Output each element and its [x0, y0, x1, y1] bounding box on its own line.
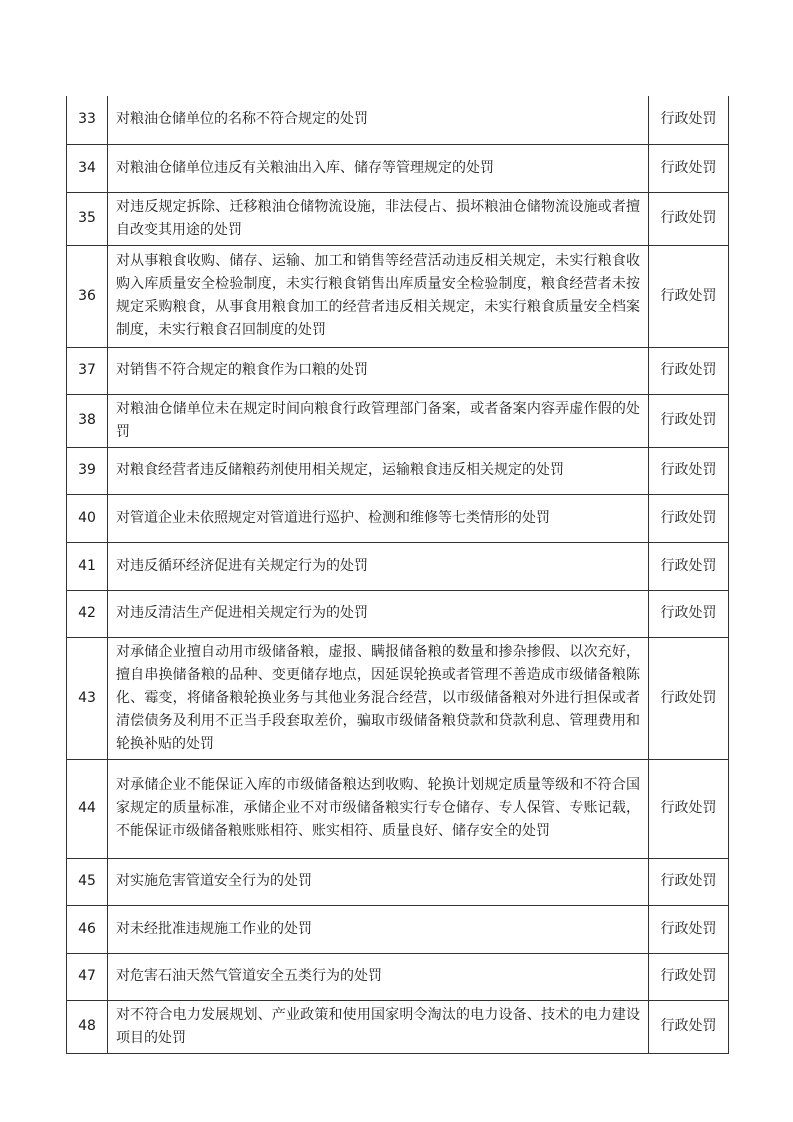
row-number: 41: [67, 542, 108, 590]
row-number: 40: [67, 494, 108, 542]
row-description: 对销售不符合规定的粮食作为口粮的处罚: [108, 347, 649, 394]
table-row: [67, 494, 729, 542]
table-row: [67, 590, 729, 637]
row-description: 对承储企业不能保证入库的市级储备粮达到收购、轮换计划规定质量等级和不符合国家规定的质量标准，承储企业不对市级储备粮实行专仓储存、专人保管、专账记载，不能保证市级储备粮账账相符、账实相符、质量良好、储存安全的处罚: [108, 759, 649, 858]
table-row: [67, 905, 729, 953]
table-row: [67, 245, 729, 347]
row-description: 对粮油仓储单位违反有关粮油出入库、储存等管理规定的处罚: [108, 144, 649, 192]
row-category: 行政处罚: [649, 394, 729, 447]
row-number: 44: [67, 759, 108, 858]
row-category: 行政处罚: [649, 759, 729, 858]
row-number: 42: [67, 590, 108, 637]
row-description: 对违反循环经济促进有关规定行为的处罚: [108, 542, 649, 590]
row-category: 行政处罚: [649, 192, 729, 245]
row-description: 对从事粮食收购、储存、运输、加工和销售等经营活动违反相关规定，未实行粮食收购入库质量安全检验制度，未实行粮食销售出库质量安全检验制度，粮食经营者未按规定采购粮食，从事食用粮食加工的经营者违反相关规定，未实行粮食质量安全档案制度，未实行粮食召回制度的处罚: [108, 245, 649, 347]
row-description: 对粮油仓储单位未在规定时间向粮食行政管理部门备案，或者备案内容弄虚作假的处罚: [108, 394, 649, 447]
row-category: 行政处罚: [649, 144, 729, 192]
row-category: 行政处罚: [649, 96, 729, 144]
row-number: 45: [67, 858, 108, 905]
row-category: 行政处罚: [649, 347, 729, 394]
row-description: 对管道企业未依照规定对管道进行巡护、检测和维修等七类情形的处罚: [108, 494, 649, 542]
row-description: 对粮食经营者违反储粮药剂使用相关规定，运输粮食违反相关规定的处罚: [108, 447, 649, 494]
row-number: 35: [67, 192, 108, 245]
table-row: [67, 637, 729, 759]
table-row: [67, 394, 729, 447]
row-number: 46: [67, 905, 108, 953]
row-category: 行政处罚: [649, 542, 729, 590]
penalty-items-table: [66, 96, 729, 1054]
row-category: 行政处罚: [649, 245, 729, 347]
table-row: [67, 447, 729, 494]
row-number: 36: [67, 245, 108, 347]
row-description: 对危害石油天然气管道安全五类行为的处罚: [108, 953, 649, 1000]
row-number: 48: [67, 1000, 108, 1053]
row-number: 37: [67, 347, 108, 394]
row-description: 对未经批准违规施工作业的处罚: [108, 905, 649, 953]
row-category: 行政处罚: [649, 447, 729, 494]
table-row: [67, 347, 729, 394]
table-row: [67, 542, 729, 590]
table-row: [67, 1000, 729, 1053]
row-category: 行政处罚: [649, 905, 729, 953]
table-row: [67, 953, 729, 1000]
row-category: 行政处罚: [649, 637, 729, 759]
row-number: 47: [67, 953, 108, 1000]
row-number: 33: [67, 96, 108, 144]
row-number: 34: [67, 144, 108, 192]
table-row: [67, 759, 729, 858]
table-body: [67, 96, 729, 1053]
row-description: 对不符合电力发展规划、产业政策和使用国家明令淘汰的电力设备、技术的电力建设项目的处罚: [108, 1000, 649, 1053]
row-number: 39: [67, 447, 108, 494]
row-description: 对实施危害管道安全行为的处罚: [108, 858, 649, 905]
row-number: 38: [67, 394, 108, 447]
row-description: 对承储企业擅自动用市级储备粮，虚报、瞒报储备粮的数量和掺杂掺假、以次充好，擅自串换储备粮的品种、变更储存地点，因延误轮换或者管理不善造成市级储备粮陈化、霉变，将储备粮轮换业务与其他业务混合经营，以市级储备粮对外进行担保或者清偿债务及利用不正当手段套取差价，骗取市级储备粮贷款和贷款利息、管理费用和轮换补贴的处罚: [108, 637, 649, 759]
table-row: [67, 858, 729, 905]
row-category: 行政处罚: [649, 1000, 729, 1053]
row-description: 对粮油仓储单位的名称不符合规定的处罚: [108, 96, 649, 144]
row-category: 行政处罚: [649, 590, 729, 637]
row-description: 对违反清洁生产促进相关规定行为的处罚: [108, 590, 649, 637]
row-description: 对违反规定拆除、迁移粮油仓储物流设施，非法侵占、损坏粮油仓储物流设施或者擅自改变其用途的处罚: [108, 192, 649, 245]
table-row: [67, 192, 729, 245]
row-category: 行政处罚: [649, 858, 729, 905]
table-row: [67, 144, 729, 192]
row-number: 43: [67, 637, 108, 759]
table-row: [67, 96, 729, 144]
row-category: 行政处罚: [649, 953, 729, 1000]
row-category: 行政处罚: [649, 494, 729, 542]
